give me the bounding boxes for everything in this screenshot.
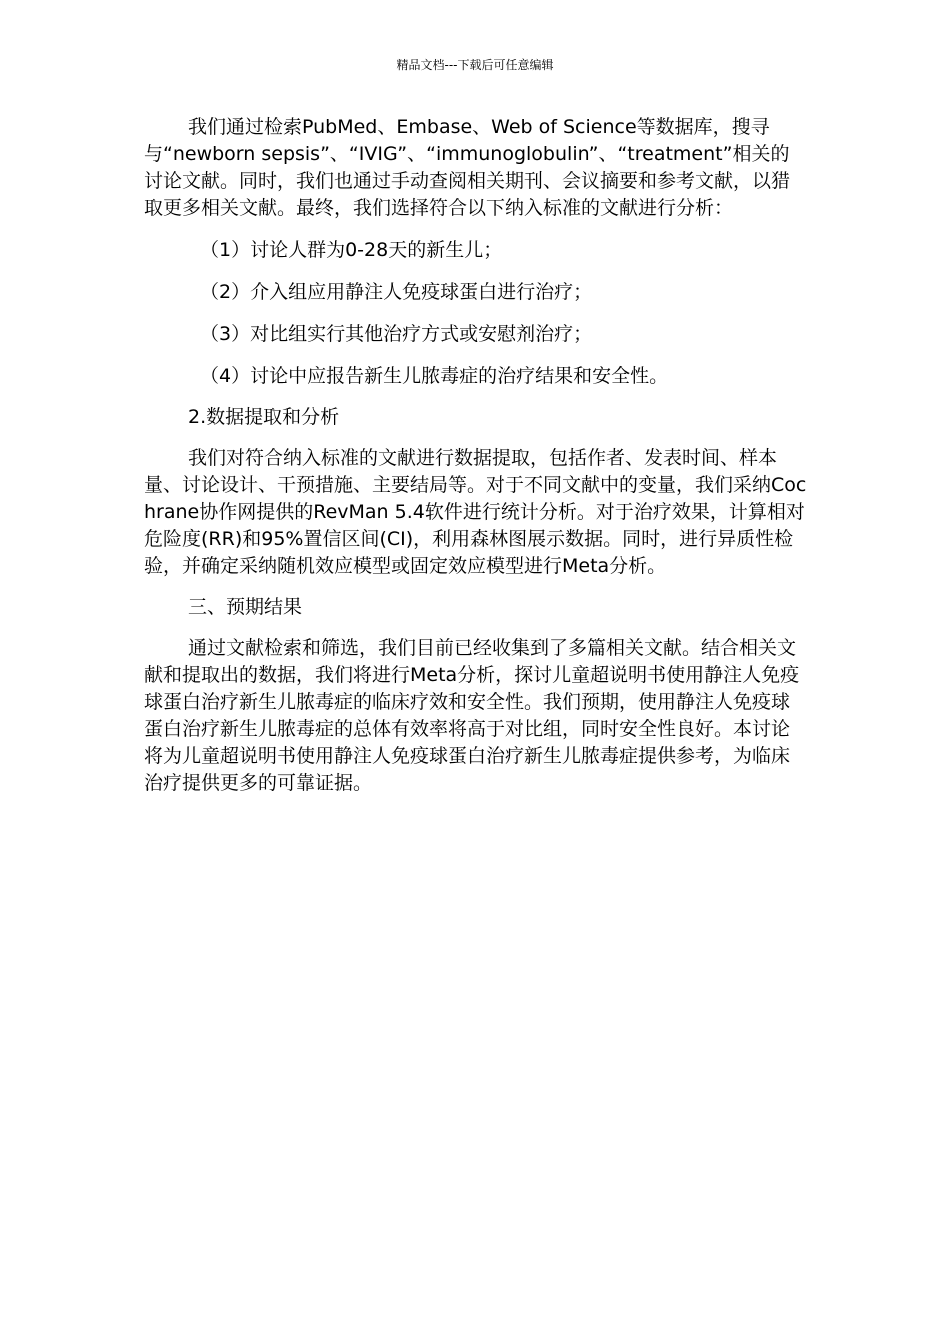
page-header: 精品文档---下载后可任意编辑	[396, 58, 554, 72]
section-heading-data-analysis: 2.数据提取和分析	[188, 406, 340, 428]
paragraph-expected-results: 通过文献检索和筛选，我们目前已经收集到了多篇相关文献。结合相关文献和提取出的数据，我们将进行Meta分析，探讨儿童超说明书使用静注人免疫球蛋白治疗新生儿脓毒症的临床疗效和安全性。我们预期，使用静注人免疫球蛋白治疗新生儿脓毒症的总体有效率将高于对比组，同时安全性良好。本讨论将为儿童超说明书使用静注人免疫球蛋白治疗新生儿脓毒症提供参考，为临床治疗提供更多的可靠证据。	[144, 637, 800, 794]
criterion-1: （1）讨论人群为0-28天的新生儿；	[200, 239, 503, 261]
criterion-3: （3）对比组实行其他治疗方式或安慰剂治疗；	[200, 323, 593, 345]
paragraph-search-strategy: 我们通过检索PubMed、Embase、Web of Science等数据库，搜寻与“newborn sepsis”、“IVIG”、“immunoglobulin”、“treatment”相关的讨论文献。同时，我们也通过手动查阅相关期刊、会议摘要和参考文献，以猎取更多相关文献。最终，我们选择符合以下纳入标准的文献进行分析：	[144, 116, 791, 219]
paragraph-data-analysis: 我们对符合纳入标准的文献进行数据提取，包括作者、发表时间、样本量、讨论设计、干预措施、主要结局等。对于不同文献中的变量，我们采纳Cochrane协作网提供的RevMan 5.4软件进行统计分析。对于治疗效果，计算相对危险度(RR)和95%置信区间(CI)，利用森林图展示数据。同时，进行异质性检验，并确定采纳随机效应模型或固定效应模型进行Meta分析。	[144, 447, 807, 577]
criterion-4: （4）讨论中应报告新生儿脓毒症的治疗结果和安全性。	[200, 365, 669, 387]
document-body	[144, 114, 808, 797]
section-heading-expected-results: 三、预期结果	[188, 596, 303, 618]
criterion-2: （2）介入组应用静注人免疫球蛋白进行治疗；	[200, 281, 593, 303]
